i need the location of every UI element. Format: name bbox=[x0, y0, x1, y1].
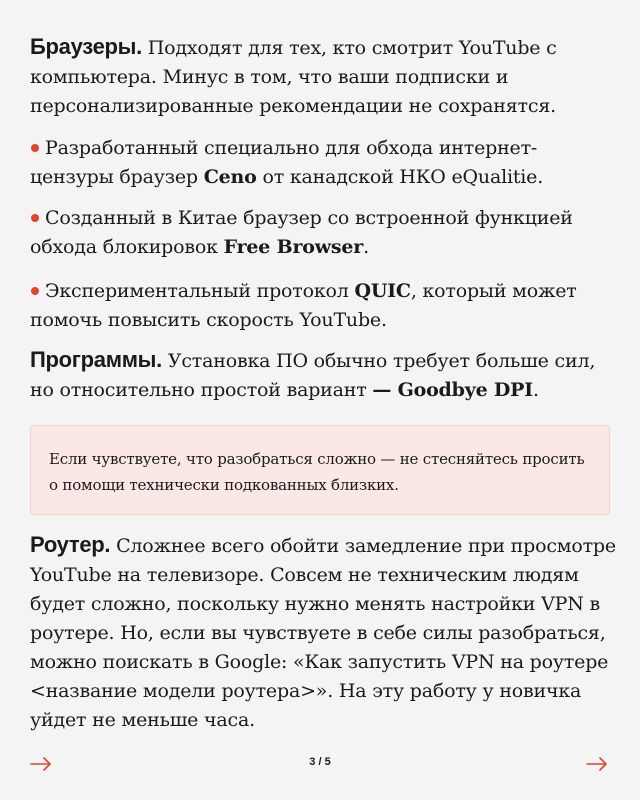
browsers-heading: Браузеры. bbox=[30, 34, 142, 59]
router-heading: Роутер. bbox=[30, 532, 111, 557]
browsers-text: Подходят для тех, кто смотрит YouTube с компьютера. Минус в том, что ваши подписки и персонализированные рекомендации не сохранятся. bbox=[30, 37, 557, 117]
bullet-item-free-browser bbox=[30, 204, 620, 262]
programs-bold: — Goodbye DPI bbox=[372, 379, 533, 401]
bullet-text: . bbox=[363, 236, 369, 258]
bullet-text: от канадской НКО eQualitie. bbox=[256, 166, 544, 188]
callout-text: Если чувствуете, что разобраться сложно — не стесняйтесь просить о помощи технически подкованных близких. bbox=[49, 450, 585, 494]
bullet-bold: Free Browser bbox=[223, 236, 364, 258]
bullet-text: , который может помочь повысить скорость YouTube. bbox=[30, 280, 577, 331]
programs-after: . bbox=[532, 379, 539, 401]
arrow-right-icon[interactable] bbox=[586, 753, 608, 775]
browsers-section bbox=[30, 32, 620, 121]
bullet-dot-icon bbox=[31, 214, 39, 222]
router-section bbox=[30, 530, 620, 735]
bullet-text: Разработанный специально для обхода интернет-цензуры браузер bbox=[30, 137, 538, 188]
bullet-text: Экспериментальный протокол bbox=[45, 280, 355, 302]
router-text: Сложнее всего обойти замедление при просмотре YouTube на телевизоре. Совсем не техническим людям будет сложно, поскольку нужно менять настройки VPN в роутере. Но, если вы чувствуете в себе силы разобраться, можно поискать в Google: «Как запустить VPN на роутере <название модели роутера>». На эту работу у новичка уйдет не меньше часа. bbox=[30, 535, 616, 731]
bullet-text: Созданный в Китае браузер со встроенной функцией обхода блокировок bbox=[30, 207, 573, 258]
bullet-dot-icon bbox=[31, 144, 39, 152]
programs-heading: Программы. bbox=[30, 347, 162, 372]
bullet-item-ceno bbox=[30, 134, 620, 192]
bullet-bold: QUIC bbox=[354, 280, 411, 302]
bullet-dot-icon bbox=[31, 287, 39, 295]
programs-section bbox=[30, 345, 620, 405]
programs-text: Установка ПО обычно требует больше сил, но относительно простой вариант bbox=[30, 350, 596, 401]
callout-box bbox=[30, 425, 610, 515]
bullet-bold: Ceno bbox=[203, 166, 257, 188]
bullet-item-quic bbox=[30, 277, 620, 335]
page-number: 3 / 5 bbox=[309, 756, 331, 768]
